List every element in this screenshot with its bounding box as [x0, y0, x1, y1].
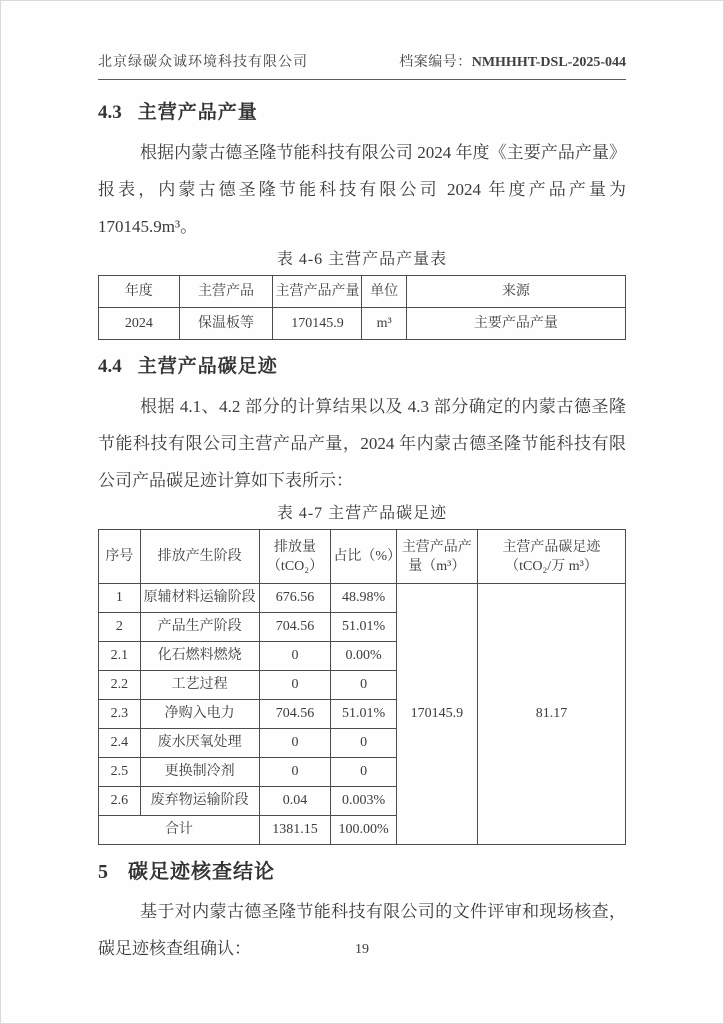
archive-number: [399, 53, 626, 73]
section-4-4-paragraph: 根据 4.1、4.2 部分的计算结果以及 4.3 部分确定的内蒙古德圣隆节能科技有限公司主营产品产量，2024 年内蒙古德圣隆节能科技有限公司产品碳足迹计算如下表所示：: [98, 397, 626, 490]
table-4-6-caption: 表 4-6 主营产品产量表: [276, 251, 448, 268]
table-row: 2.5 更换制冷剂 0 0: [99, 758, 626, 787]
section-5-paragraph: 基于对内蒙古德圣隆节能科技有限公司的文件评审和现场核查，碳足迹核查组确认：: [98, 902, 626, 958]
table-4-6: [98, 275, 626, 340]
table-row: 2.4 废水厌氧处理 0 0: [99, 729, 626, 758]
archive-value: NMHHHT-DSL-2025-044: [471, 55, 626, 70]
cell-production-merged: 170145.9: [396, 584, 477, 845]
archive-label: 档案编号：: [399, 55, 472, 70]
table-4-7-caption: 表 4-7 主营产品碳足迹: [276, 505, 448, 522]
section-4-4-number: 4.4: [98, 356, 122, 377]
cell-main-product: 保温板等: [179, 308, 273, 340]
section-5-number: 5: [98, 861, 108, 883]
table-row: [99, 308, 626, 340]
table-row: 2.6 废弃物运输阶段 0.04 0.003%: [99, 787, 626, 816]
col-production: 主营产品产量: [273, 276, 362, 308]
cell-total-emission: 1381.15: [259, 816, 331, 845]
table-row: 2.2 工艺过程 0 0: [99, 671, 626, 700]
table-4-7-header-row: [99, 530, 626, 584]
col-share: 占比（%）: [331, 530, 396, 584]
company-name: 北京绿碳众诚环境科技有限公司: [98, 55, 308, 70]
col-no: 序号: [99, 530, 141, 584]
section-4-3-paragraph: 根据内蒙古德圣隆节能科技有限公司 2024 年度《主要产品产量》报表，内蒙古德圣隆节能科技有限公司 2024 年度产品产量为 170145.9m³。: [98, 143, 626, 236]
section-5-heading: [98, 859, 626, 885]
table-row: 2.3 净购入电力 704.56 51.01%: [99, 700, 626, 729]
col-footprint: 主营产品碳足迹 （tCO₂/万 m³）: [477, 530, 625, 584]
col-stage: 排放产生阶段: [140, 530, 259, 584]
page-number: 19: [355, 942, 369, 957]
col-production: 主营产品产 量（m³）: [396, 530, 477, 584]
cell-footprint-merged: 81.17: [477, 584, 625, 845]
section-4-3-number: 4.3: [98, 102, 122, 123]
cell-source: 主要产品产量: [406, 308, 625, 340]
section-4-4-heading: [98, 354, 626, 380]
col-year: 年度: [99, 276, 180, 308]
table-row: 2.1 化石燃料燃烧 0 0.00%: [99, 642, 626, 671]
cell-total-label: 合计: [99, 816, 260, 845]
section-5-title: 碳足迹核查结论: [128, 861, 275, 883]
header-divider: [98, 79, 626, 80]
section-4-3-heading: [98, 100, 626, 126]
cell-production: 170145.9: [273, 308, 362, 340]
col-unit: 单位: [362, 276, 406, 308]
cell-year: 2024: [99, 308, 180, 340]
section-4-3-title: 主营产品产量: [137, 102, 258, 123]
table-4-6-header-row: [99, 276, 626, 308]
section-4-4-title: 主营产品碳足迹: [137, 356, 278, 377]
table-row: 1 原辅材料运输阶段 676.56 48.98% 170145.9 81.17: [99, 584, 626, 613]
col-source: 来源: [406, 276, 625, 308]
cell-unit: m³: [362, 308, 406, 340]
col-main-product: 主营产品: [179, 276, 273, 308]
col-emission: 排放量 （tCO₂）: [259, 530, 331, 584]
cell-total-share: 100.00%: [331, 816, 396, 845]
table-4-7: [98, 529, 626, 845]
table-row: 2 产品生产阶段 704.56 51.01%: [99, 613, 626, 642]
page-header: [98, 53, 626, 73]
